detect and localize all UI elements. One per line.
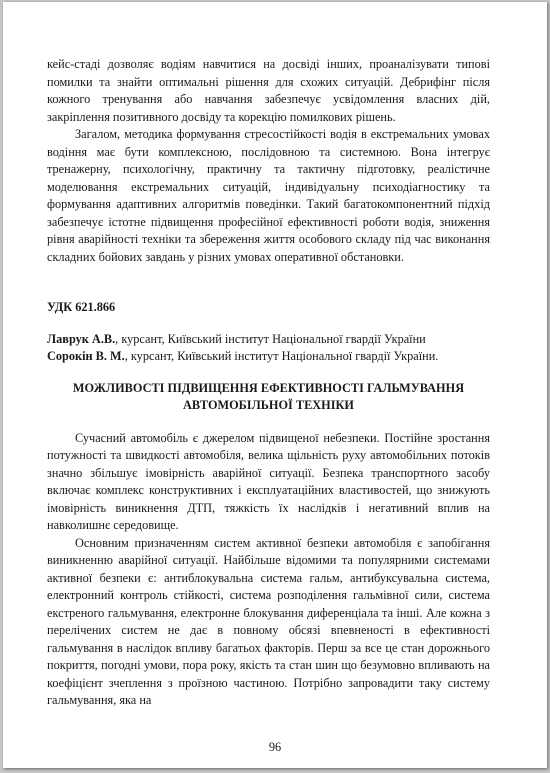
udk-code: УДК 621.866 — [47, 300, 116, 314]
author-name: Лаврук А.В. — [47, 331, 116, 346]
article-title: МОЖЛИВОСТІ ПІДВИЩЕННЯ ЕФЕКТИВНОСТІ ГАЛЬМУВАННЯ АВТОМОБІЛЬНОЇ ТЕХНІКИ — [72, 380, 465, 412]
paragraph-conclusion: Загалом, методика формування стресостійкості водія в екстремальних умовах водіння має бути комплексною, послідовною та системною. Вона інтегрує тренажерну, психологічну, практичну та тактичну підготовку, реалістичне моделювання екстремальних ситуацій, індивідуальну психодіагностику та формування адаптивних алгоритмів поведінки. Такий багатокомпонентний підхід забезпечує істотне підвищення професійної ефективності роботи водія, зниження рівня аварійності техніки та збереження життя особового складу під час виконання складних бойових завдань у різних умовах оперативної обстановки. — [47, 127, 490, 264]
document-page — [3, 2, 547, 768]
page-content — [47, 56, 490, 710]
author-line-1 — [47, 331, 490, 349]
paragraph-continued: кейс-стаді дозволяє водіям навчитися на досвіді інших, проаналізувати типові помилки та знайти оптимальні рішення для схожих ситуацій. Дебрифінг після кожного тренування або навчання забезпечує усвідомлення власних дій, закріплення позитивного досвіду та корекцію помилкових рішень. — [47, 57, 490, 124]
paragraph-intro: Сучасний автомобіль є джерелом підвищеної небезпеки. Постійне зростання потужності та швидкості автомобіля, велика щільність руху автомобільних потоків значно збільшує імовірність аварійної ситуації. Безпека транспортного засобу включає комплекс конструктивних і експлуатаційних властивостей, що знижують імовірність виникнення ДТП, тяжкість їх наслідків і негативний вплив на навколишнє середовище. — [47, 430, 490, 532]
author-affiliation: , курсант, Київський інститут Національної гвардії України — [115, 331, 426, 346]
paragraph-active-safety: Основним призначенням систем активної безпеки автомобіля є запобігання виникненню аварійної ситуації. Найбільше відомими та популярними системами активної безпеки є: антиблокувальна система гальм, антибуксувальна система, електронний контроль стійкості, система розподілення гальмівної сили, система екстреного гальмування, електронне блокування диференціала та інші. Але кожна з перелічених систем не дає в повному обсязі впевненості в ефективності гальмування в наслідок впливу багатьох факторів. Перш за все це стан дорожнього покриття, погодні умови, пора року, якість та стан шин що безумовно впливають на коефіцієнт зчеплення з проїзною частиною. Потрібно запровадити таку систему гальмування, яка на — [47, 535, 490, 707]
author-affiliation: , курсант, Київський інститут Національної гвардії України. — [124, 349, 439, 363]
author-line-2 — [47, 348, 490, 366]
page-number: 96 — [268, 740, 282, 754]
author-name: Сорокін В. М. — [47, 349, 125, 363]
